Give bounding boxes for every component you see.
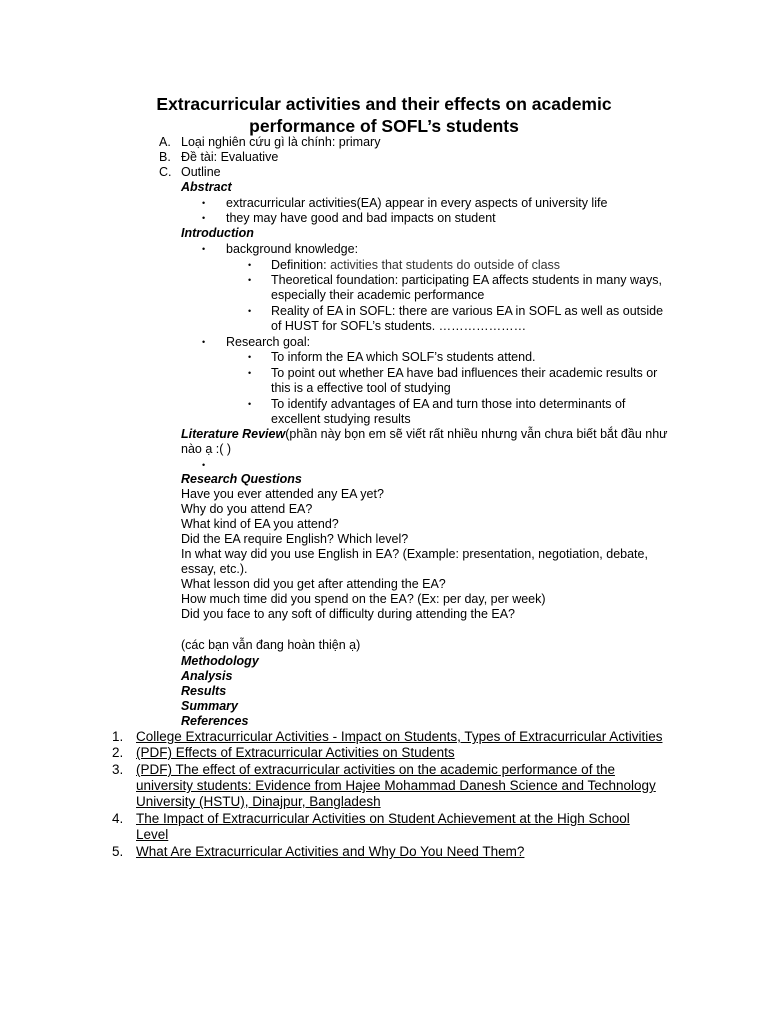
title-line-1: Extracurricular activities and their effects on academic [156,94,612,114]
outline-item-c: Outline [181,165,221,179]
question: How much time did you spend on the EA? (Ex: per day, per week) [181,592,546,606]
reference-link-2[interactable]: (PDF) Effects of Extracurricular Activities on Students [136,745,455,760]
intro-reality-1: Reality of EA in SOFL: there are various EA in SOFL as well as outside [271,304,664,318]
abstract-bullet-2: they may have good and bad impacts on student [226,211,496,225]
document-title [120,93,648,137]
goal-1: To inform the EA which SOLF’s students attend. [271,350,536,364]
heading-analysis: Analysis [181,669,233,683]
bullet: • [248,352,252,362]
intro-goal: Research goal: [226,335,311,349]
question: Did the EA require English? Which level? [181,532,409,546]
lit-review-line-1 [181,427,668,442]
reference-link-4-line-2[interactable]: Level [136,827,169,842]
reference-number: 4. [112,811,124,826]
bullet: • [248,260,252,270]
bullet: • [248,275,252,285]
intro-theoretical-2: especially their academic performance [271,288,485,302]
heading-summary: Summary [181,699,238,713]
reference-link-1[interactable]: College Extracurricular Activities - Impact on Students, Types of Extracurricular Activities [136,729,663,744]
heading-research-questions: Research Questions [181,472,302,486]
heading-references: References [181,714,249,728]
reference-number: 3. [112,762,124,777]
outline-item-b: Đề tài: Evaluative [181,150,279,164]
reference-number: 5. [112,844,124,859]
reference-link-3-line-2[interactable]: university students: Evidence from Hajee Mohammad Danesh Science and Technology [136,778,656,793]
bullet: • [202,244,206,254]
question: What lesson did you get after attending the EA? [181,577,446,591]
title-line-2: performance of SOFL’s students [249,116,519,136]
bullet: • [248,399,252,409]
reference-number: 1. [112,729,124,744]
bullet: • [202,460,206,470]
reference-link-4[interactable]: The Impact of Extracurricular Activities on Student Achievement at the High School [136,811,630,826]
question: Did you face to any soft of difficulty during attending the EA? [181,607,516,621]
bullet: • [248,306,252,316]
lit-review-note-2: nào ạ :( ) [181,442,232,456]
heading-methodology: Methodology [181,654,259,668]
outline-item-a: Loại nghiên cứu gì là chính: primary [181,135,381,149]
heading-abstract: Abstract [181,180,232,194]
lit-review-note-1: (phần này bọn em sẽ viết rất nhiều nhưng vẫn chưa biết bắt đầu như [285,427,668,441]
heading-literature-review: Literature Review [181,427,286,441]
intro-reality-2: of HUST for SOFL’s students. ………………… [271,319,527,333]
reference-link-5[interactable]: What Are Extracurricular Activities and Why Do You Need Them? [136,844,525,859]
outline-marker-b: B. [159,150,171,164]
question: Why do you attend EA? [181,502,313,516]
bullet: • [202,198,206,208]
question: What kind of EA you attend? [181,517,339,531]
questions-note: (các bạn vẫn đang hoàn thiện ạ) [181,638,361,652]
reference-number: 2. [112,745,124,760]
definition-text: activities that students do outside of class [326,258,561,272]
question: Have you ever attended any EA yet? [181,487,384,501]
abstract-bullet-1: extracurricular activities(EA) appear in every aspects of university life [226,196,608,210]
goal-2a: To point out whether EA have bad influences their academic results or [271,366,658,380]
question: In what way did you use English in EA? (Example: presentation, negotiation, debate, [181,547,648,561]
outline-marker-a: A. [159,135,171,149]
reference-link-3-line-3[interactable]: University (HSTU), Dinajpur, Bangladesh [136,794,381,809]
heading-results: Results [181,684,227,698]
definition-label: Definition: [271,258,327,272]
goal-2b: this is a effective tool of studying [271,381,451,395]
bullet: • [248,368,252,378]
bullet: • [202,213,206,223]
intro-theoretical-1: Theoretical foundation: participating EA affects students in many ways, [271,273,662,287]
question: essay, etc.). [181,562,248,576]
intro-background: background knowledge: [226,242,359,256]
goal-3a: To identify advantages of EA and turn those into determinants of [271,397,626,411]
reference-link-3[interactable]: (PDF) The effect of extracurricular activities on the academic performance of the [136,762,615,777]
outline-marker-c: C. [159,165,172,179]
bullet: • [202,337,206,347]
intro-definition [271,258,560,273]
goal-3b: excellent studying results [271,412,411,426]
heading-introduction: Introduction [181,226,254,240]
